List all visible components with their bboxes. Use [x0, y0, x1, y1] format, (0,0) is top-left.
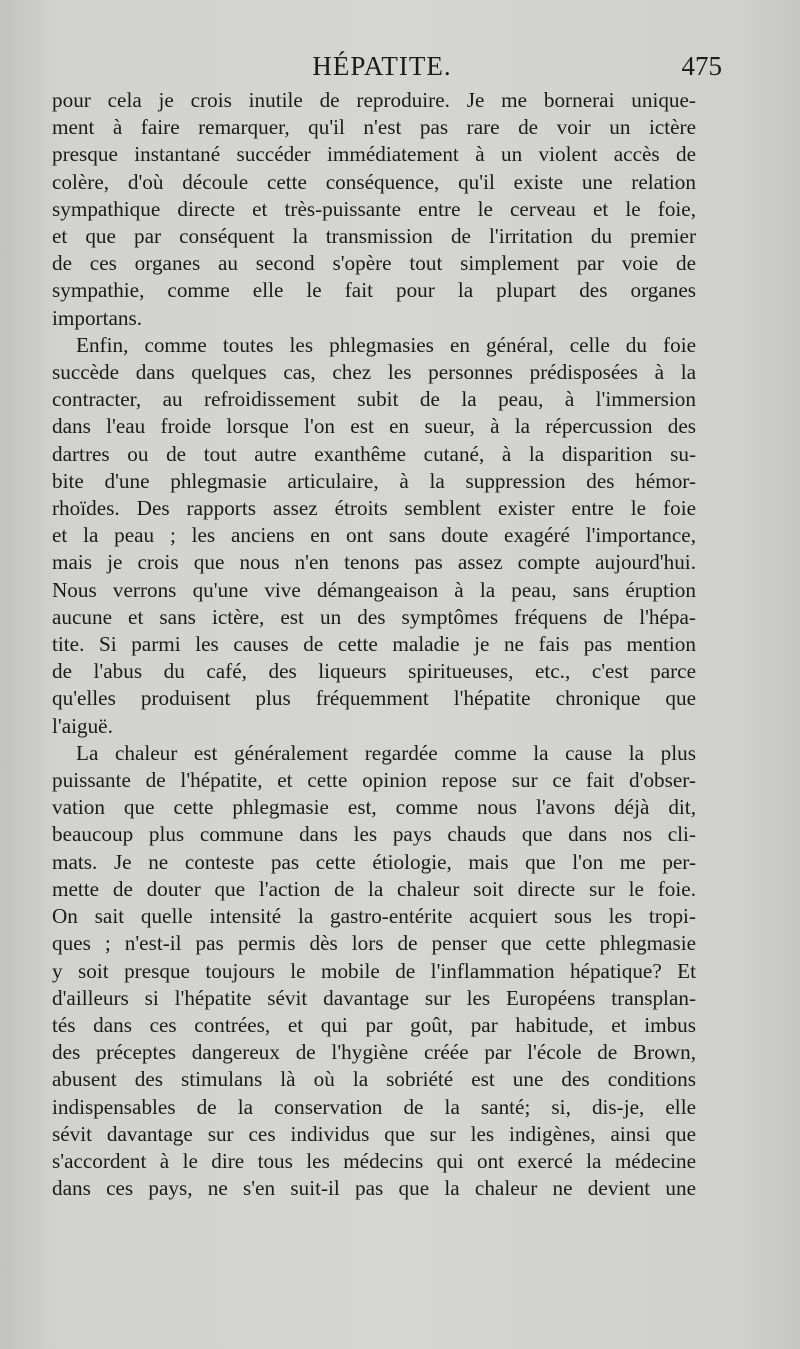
text-line: presque instantané succéder immédiatement à un violent accès de: [52, 142, 696, 167]
page-number: 475: [681, 51, 722, 81]
text-line: qu'elles produisent plus fréquemment l'hépatite chronique que: [52, 686, 696, 711]
text-line: tite. Si parmi les causes de cette maladie je ne fais pas mention: [52, 632, 696, 657]
text-line: de ces organes au second s'opère tout simplement par voie de: [52, 251, 696, 276]
text-line: mats. Je ne conteste pas cette étiologie, mais que l'on me per-: [52, 849, 696, 874]
text-line: sévit davantage sur ces individus que sur les indigènes, ainsi que: [52, 1121, 696, 1146]
text-line: vation que cette phlegmasie est, comme nous l'avons déjà dit,: [52, 795, 696, 820]
text-line: dans ces pays, ne s'en suit-il pas que la chaleur ne devient une: [52, 1176, 696, 1201]
text-line: indispensables de la conservation de la santé; si, dis-je, elle: [52, 1094, 696, 1119]
text-line: La chaleur est généralement regardée comme la cause la plus: [76, 740, 696, 765]
text-line: bite d'une phlegmasie articulaire, à la suppression des hémor-: [52, 468, 696, 493]
text-line: ques ; n'est-il pas permis dès lors de penser que cette phlegmasie: [52, 931, 696, 956]
text-line: succède dans quelques cas, chez les personnes prédisposées à la: [52, 360, 696, 385]
text-line: de l'abus du café, des liqueurs spiritueuses, etc., c'est parce: [52, 659, 696, 684]
text-line: dartres ou de tout autre exanthême cutané, à la disparition su-: [52, 441, 696, 466]
text-line: ment à faire remarquer, qu'il n'est pas rare de voir un ictère: [52, 115, 696, 140]
text-line: Nous verrons qu'une vive démangeaison à la peau, sans éruption: [52, 577, 696, 602]
text-line: des préceptes dangereux de l'hygiène créée par l'école de Brown,: [52, 1040, 696, 1065]
text-line: y soit presque toujours le mobile de l'inflammation hépatique? Et: [52, 958, 696, 983]
text-line: abusent des stimulans là où la sobriété est une des conditions: [52, 1067, 696, 1092]
text-line: importans.: [52, 305, 143, 330]
text-line: Enfin, comme toutes les phlegmasies en général, celle du foie: [76, 332, 696, 357]
text-line: et la peau ; les anciens en ont sans doute exagéré l'importance,: [52, 523, 696, 548]
text-line: contracter, au refroidissement subit de la peau, à l'immersion: [52, 387, 696, 412]
text-line: On sait quelle intensité la gastro-entérite acquiert sous les tropi-: [52, 904, 696, 929]
text-line: et que par conséquent la transmission de l'irritation du premier: [52, 224, 696, 249]
text-line: puissante de l'hépatite, et cette opinion repose sur ce fait d'obser-: [52, 768, 696, 793]
text-line: pour cela je crois inutile de reproduire. Je me bornerai unique-: [52, 88, 696, 112]
running-title: HÉPATITE.: [312, 51, 452, 81]
text-line: colère, d'où découle cette conséquence, qu'il existe une relation: [52, 169, 696, 194]
text-line: sympathie, comme elle le fait pour la plupart des organes: [52, 278, 696, 303]
text-line: aucune et sans ictère, est un des symptômes fréquens de l'hépa-: [52, 604, 696, 629]
text-line: mais je crois que nous n'en tenons pas assez compte aujourd'hui.: [52, 550, 696, 575]
text-line: mette de douter que l'action de la chaleur soit directe sur le foie.: [52, 876, 696, 901]
text-line: s'accordent à le dire tous les médecins qui ont exercé la médecine: [52, 1148, 696, 1173]
text-line: rhoïdes. Des rapports assez étroits semblent exister entre le foie: [52, 496, 696, 521]
page-header: [52, 46, 722, 86]
text-line: d'ailleurs si l'hépatite sévit davantage sur les Européens transplan-: [52, 985, 696, 1010]
text-line: beaucoup plus commune dans les pays chauds que dans nos cli-: [52, 822, 696, 847]
text-line: sympathique directe et très-puissante entre le cerveau et le foie,: [52, 196, 696, 221]
text-line: tés dans ces contrées, et qui par goût, par habitude, et imbus: [52, 1012, 696, 1037]
text-line: l'aiguë.: [52, 713, 113, 738]
text-line: dans l'eau froide lorsque l'on est en sueur, à la répercussion des: [52, 414, 696, 439]
body-text: [52, 87, 696, 1202]
